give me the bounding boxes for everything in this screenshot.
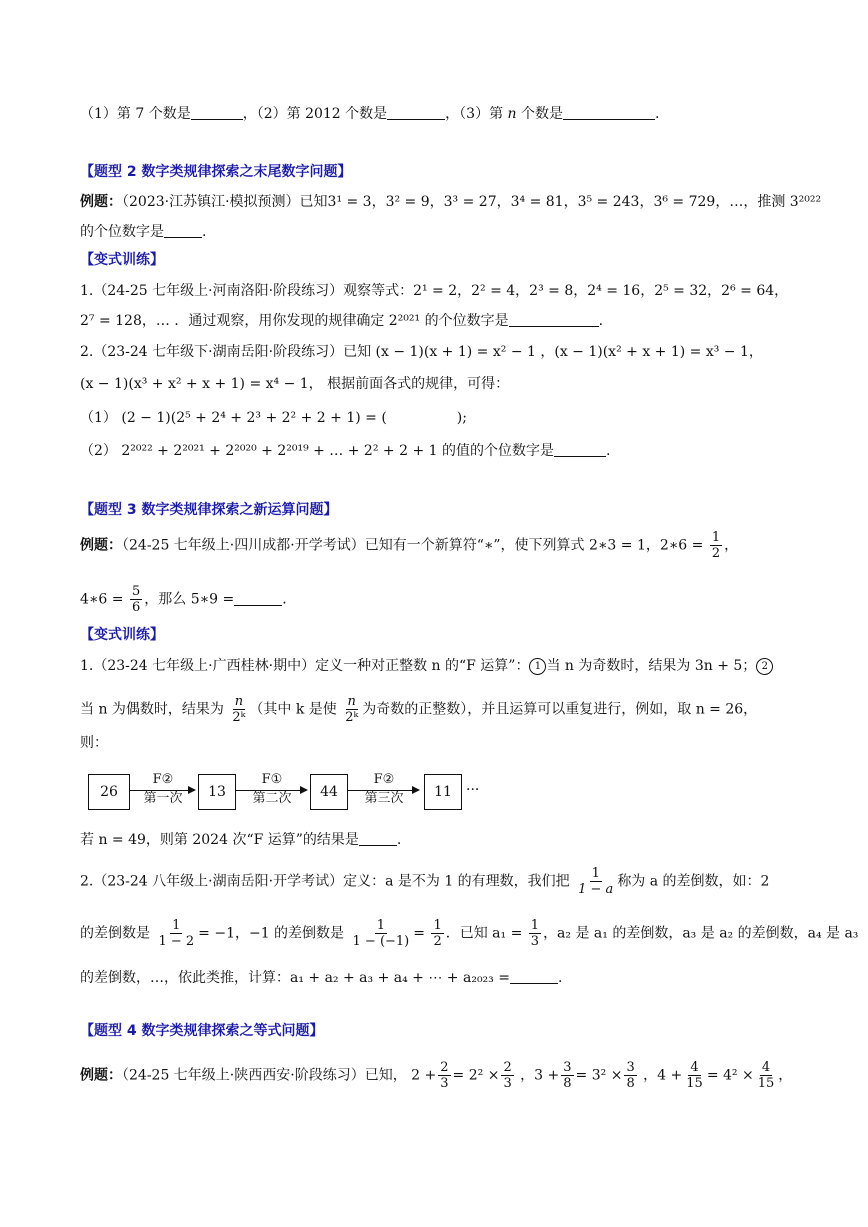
fraction: $\frac{1}{1 - a}$ bbox=[578, 866, 614, 897]
type2-p2-sub1: （1） (2 − 1)(2⁵ + 2⁴ + 2³ + 2² + 2 + 1) = ( ); bbox=[80, 410, 467, 426]
flow-box: 11 bbox=[424, 774, 462, 810]
type3-p1-line1: 1.（23-24 七年级上·广西桂林·期中）定义一种对正整数 n 的“F 运算”： 1 当 n 为奇数时，结果为 3n + 5； 2 bbox=[80, 656, 790, 676]
flow-arrow: F② 第三次 bbox=[348, 774, 420, 810]
type3-p1-line2: 当 n 为偶数时，结果为 $\frac{n}{\text{2ᵏ}}$ （其中 k 是使 $\frac{n}{\text{2ᵏ}}$ 为奇数的正整数），并且运算可以重复进行，例如，取 n = 26， bbox=[80, 694, 758, 725]
circled-number: 2 bbox=[756, 658, 773, 675]
fraction: $\frac{1}{1 - 2}$ bbox=[158, 918, 195, 949]
practice-header: 【变式训练】 bbox=[80, 627, 164, 643]
answer-blank[interactable] bbox=[164, 223, 202, 238]
answer-blank[interactable] bbox=[234, 591, 282, 606]
type4-example: 例题：（24-25 七年级上·陕西西安·阶段练习）已知， 2 + $\frac{2}{3}$ = 2² × $\frac{2}{3}$ ，3 + $\frac{3}{8}$ = 3² × $\frac{3}{8}$ ，4 + $\frac{4}{15}$ = 4² × $\frac{4}{15}$ ， bbox=[80, 1060, 793, 1091]
type3-p1-line3: 则： bbox=[80, 735, 108, 751]
type2-example: 例题：（2023·江苏镇江·模拟预测）已知3¹ = 3，3² = 9，3³ = 27，3⁴ = 81，3⁵ = 243，3⁶ = 729，…，推测 3²⁰²² bbox=[80, 194, 822, 210]
section-header-type2: 【题型 2 数字类规律探索之末尾数字问题】 bbox=[80, 164, 352, 180]
fraction: $\frac{1}{2}$ bbox=[433, 918, 442, 949]
type2-p2-line2: (x − 1)(x³ + x² + x + 1) = x⁴ − 1， 根据前面各式的规律，可得： bbox=[80, 376, 510, 392]
type2-p1-line2: 2⁷ = 128，… ．通过观察，用你发现的规律确定 2²⁰²¹ 的个位数字是 . bbox=[80, 313, 604, 329]
fraction: $\frac{2}{3}$ bbox=[503, 1060, 512, 1091]
circled-number: 1 bbox=[529, 658, 546, 675]
fraction: $\frac{3}{8}$ bbox=[563, 1060, 572, 1091]
question-blanks-line: （1）第 7 个数是 ，（2）第 2012 个数是 ，（3）第 n 个数是 . bbox=[80, 106, 660, 122]
answer-blank[interactable] bbox=[554, 442, 606, 457]
type2-p1-line1: 1.（24-25 七年级上·河南洛阳·阶段练习）观察等式：2¹ = 2，2² = 4，2³ = 8，2⁴ = 16，2⁵ = 32，2⁶ = 64， bbox=[80, 283, 789, 299]
answer-blank[interactable] bbox=[359, 831, 397, 846]
fraction: $\frac{1}{1 - (-1)}$ bbox=[352, 918, 410, 949]
answer-blank[interactable] bbox=[191, 105, 243, 120]
fraction: $\frac{1}{3}$ bbox=[530, 918, 540, 949]
fraction: $\frac{2}{3}$ bbox=[440, 1060, 449, 1091]
flow-box: 26 bbox=[88, 774, 130, 810]
type2-p2-line1: 2.（23-24 七年级下·湖南岳阳·阶段练习）已知 (x − 1)(x + 1) = x² − 1 ，(x − 1)(x² + x + 1) = x³ − 1， bbox=[80, 344, 763, 360]
type2-example-line2: 的个位数字是 . bbox=[80, 224, 207, 240]
fraction: $\frac{3}{8}$ bbox=[626, 1060, 635, 1091]
practice-header: 【变式训练】 bbox=[80, 252, 164, 268]
answer-blank[interactable] bbox=[563, 105, 655, 120]
type3-example-line2: 4∗6 = $\frac{5}{6}$ ，那么 5∗9 = . bbox=[80, 584, 287, 615]
answer-blank[interactable] bbox=[509, 312, 599, 327]
fraction: $\frac{1}{2}$ bbox=[711, 530, 721, 561]
answer-blank[interactable] bbox=[510, 969, 558, 984]
fraction: $\frac{4}{15}$ bbox=[686, 1060, 703, 1091]
fraction: $\frac{5}{6}$ bbox=[131, 584, 141, 615]
section-header-type3: 【题型 3 数字类规律探索之新运算问题】 bbox=[80, 502, 338, 518]
type2-p2-sub2: （2） 2²⁰²² + 2²⁰²¹ + 2²⁰²⁰ + 2²⁰¹⁹ + … + 2² + 2 + 1 的值的个位数字是 . bbox=[80, 443, 611, 459]
flow-arrow: F① 第二次 bbox=[236, 774, 308, 810]
fraction: $\frac{4}{15}$ bbox=[757, 1060, 775, 1091]
answer-blank[interactable] bbox=[387, 105, 445, 120]
type3-p1-line4: 若 n = 49，则第 2024 次“F 运算”的结果是 . bbox=[80, 832, 402, 848]
flow-box: 13 bbox=[198, 774, 236, 810]
type3-p2-line3: 的差倒数，…，依此类推，计算：a₁ + a₂ + a₃ + a₄ + ⋯ + a₂₀₂₃ = . bbox=[80, 970, 563, 986]
flow-ellipsis: ··· bbox=[466, 782, 480, 798]
type3-p2-line1: 2.（23-24 八年级上·湖南岳阳·开学考试）定义：a 是不为 1 的有理数，我们把 $\frac{1}{1 - a}$ 称为 a 的差倒数，如：2 bbox=[80, 866, 770, 897]
flow-arrow: F② 第一次 bbox=[130, 774, 196, 810]
fraction: $\frac{n}{\text{2ᵏ}}$ bbox=[345, 694, 359, 725]
fraction: $\frac{n}{\text{2ᵏ}}$ bbox=[232, 694, 246, 725]
type3-example: 例题：（24-25 七年级上·四川成都·开学考试）已知有一个新算符“∗”，使下列算式 2∗3 = 1，2∗6 = $\frac{1}{2}$ ， bbox=[80, 530, 739, 561]
section-header-type4: 【题型 4 数字类规律探索之等式问题】 bbox=[80, 1023, 324, 1039]
flow-box: 44 bbox=[310, 774, 348, 810]
type3-p2-line2: 的差倒数是 $\frac{1}{1 - 2}$ = −1，−1 的差倒数是 $\frac{1}{1 - (-1)}$ = $\frac{1}{2}$ ．已知 a₁ = $\frac{1}{3}$ ，a₂ 是 a₁ 的差倒数，a₃ 是 a₂ 的差倒数，a₄ 是 a₃ bbox=[80, 918, 859, 949]
